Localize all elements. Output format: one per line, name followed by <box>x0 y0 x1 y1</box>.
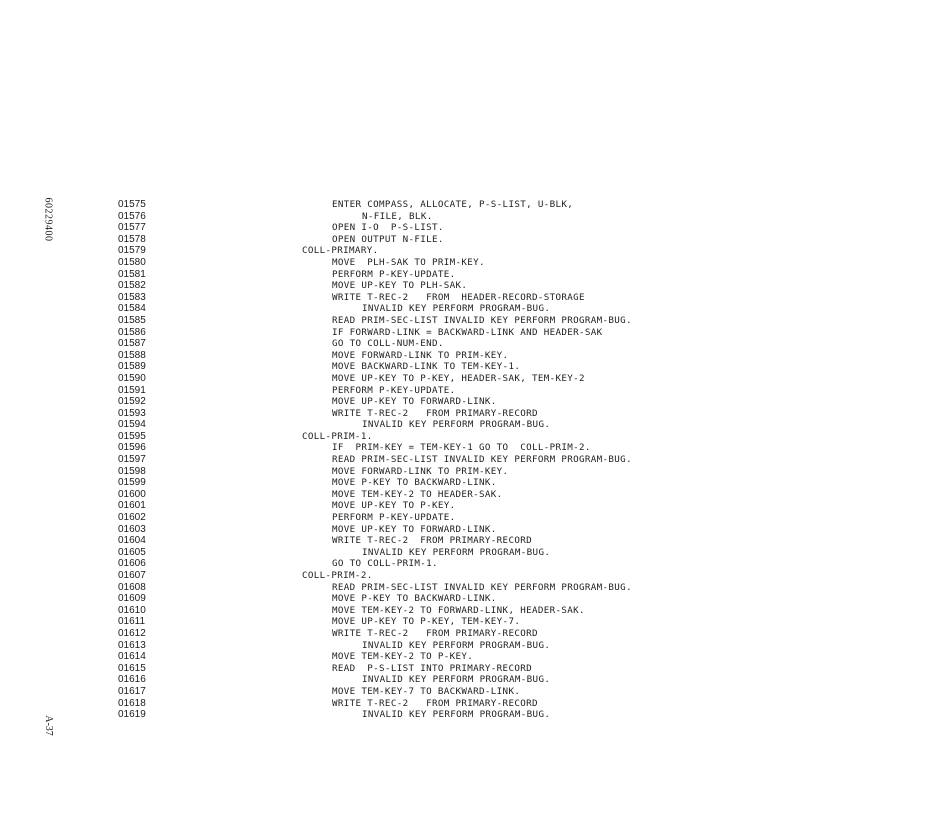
code-text: MOVE FORWARD-LINK TO PRIM-KEY. <box>332 465 509 477</box>
listing-line <box>118 338 738 350</box>
code-text: PERFORM P-KEY-UPDATE. <box>332 268 456 280</box>
line-number: 01577 <box>118 222 146 234</box>
listing-line <box>118 489 738 501</box>
code-text: COLL-PRIMARY. <box>302 245 379 257</box>
line-number: 01618 <box>118 697 146 709</box>
code-text: INVALID KEY PERFORM PROGRAM-BUG. <box>362 546 551 558</box>
listing-line <box>118 303 738 315</box>
code-text: MOVE UP-KEY TO P-KEY. <box>332 500 456 512</box>
line-number: 01589 <box>118 361 146 373</box>
code-text: INVALID KEY PERFORM PROGRAM-BUG. <box>362 674 551 686</box>
code-text: MOVE TEM-KEY-7 TO BACKWARD-LINK. <box>332 685 521 697</box>
listing-line <box>118 570 738 582</box>
listing-line <box>118 605 738 617</box>
listing-line <box>118 385 738 397</box>
listing-line <box>118 257 738 269</box>
listing-line <box>118 315 738 327</box>
line-number: 01601 <box>118 500 146 512</box>
listing-line <box>118 222 738 234</box>
line-number: 01610 <box>118 604 146 616</box>
listing-line <box>118 419 738 431</box>
code-text: OPEN OUTPUT N-FILE. <box>332 233 444 245</box>
line-number: 01607 <box>118 570 146 581</box>
line-number: 01600 <box>118 488 146 500</box>
code-text: GO TO COLL-PRIM-1. <box>332 558 438 570</box>
code-text: MOVE UP-KEY TO P-KEY, TEM-KEY-7. <box>332 616 521 628</box>
code-text: MOVE UP-KEY TO FORWARD-LINK. <box>332 523 497 535</box>
line-number: 01609 <box>118 593 146 605</box>
code-text: MOVE TEM-KEY-2 TO FORWARD-LINK, HEADER-SAK. <box>332 604 585 616</box>
code-text: WRITE T-REC-2 FROM PRIMARY-RECORD <box>332 407 538 419</box>
source-listing <box>118 199 738 721</box>
listing-line <box>118 361 738 373</box>
line-number: 01615 <box>118 662 146 674</box>
listing-line <box>118 616 738 628</box>
listing-line <box>118 524 738 536</box>
code-text: READ P-S-LIST INTO PRIMARY-RECORD <box>332 662 532 674</box>
line-number: 01606 <box>118 558 146 570</box>
code-text: WRITE T-REC-2 FROM PRIMARY-RECORD <box>332 627 538 639</box>
listing-line <box>118 593 738 605</box>
code-text: WRITE T-REC-2 FROM PRIMARY-RECORD <box>332 535 532 547</box>
line-number: 01576 <box>118 210 146 222</box>
line-number: 01604 <box>118 535 146 547</box>
listing-line <box>118 477 738 489</box>
code-text: MOVE PLH-SAK TO PRIM-KEY. <box>332 256 485 268</box>
line-number: 01605 <box>118 546 146 558</box>
line-number: 01583 <box>118 291 146 303</box>
listing-line <box>118 269 738 281</box>
code-text: MOVE UP-KEY TO FORWARD-LINK. <box>332 396 497 408</box>
code-text: COLL-PRIM-2. <box>302 570 373 581</box>
listing-line <box>118 408 738 420</box>
line-number: 01584 <box>118 303 146 315</box>
listing-line <box>118 454 738 466</box>
code-text: MOVE TEM-KEY-2 TO P-KEY. <box>332 651 474 663</box>
code-text: WRITE T-REC-2 FROM HEADER-RECORD-STORAGE <box>332 291 585 303</box>
line-number: 01578 <box>118 233 146 245</box>
listing-line <box>118 442 738 454</box>
line-number: 01590 <box>118 372 146 384</box>
page-number: A-37 <box>42 715 54 736</box>
code-text: READ PRIM-SEC-LIST INVALID KEY PERFORM PROGRAM-BUG. <box>332 454 632 466</box>
code-text: MOVE TEM-KEY-2 TO HEADER-SAK. <box>332 488 503 500</box>
line-number: 01596 <box>118 442 146 454</box>
listing-line <box>118 350 738 362</box>
listing-line <box>118 292 738 304</box>
code-text: COLL-PRIM-1. <box>302 430 373 442</box>
listing-line <box>118 245 738 257</box>
listing-line <box>118 674 738 686</box>
code-text: INVALID KEY PERFORM PROGRAM-BUG. <box>362 303 551 315</box>
listing-line <box>118 211 738 223</box>
code-text: MOVE BACKWARD-LINK TO TEM-KEY-1. <box>332 361 521 373</box>
listing-line <box>118 234 738 246</box>
code-text: INVALID KEY PERFORM PROGRAM-BUG. <box>362 709 551 721</box>
line-number: 01611 <box>118 616 146 628</box>
listing-line <box>118 686 738 698</box>
line-number: 01588 <box>118 349 146 361</box>
line-number: 01619 <box>118 709 146 721</box>
listing-line <box>118 628 738 640</box>
code-text: OPEN I-O P-S-LIST. <box>332 222 444 234</box>
line-number: 01602 <box>118 512 146 524</box>
listing-line <box>118 547 738 559</box>
line-number: 01593 <box>118 407 146 419</box>
code-text: MOVE UP-KEY TO PLH-SAK. <box>332 280 468 292</box>
code-text: MOVE FORWARD-LINK TO PRIM-KEY. <box>332 349 509 361</box>
code-text: N-FILE, BLK. <box>362 210 433 222</box>
listing-line <box>118 582 738 594</box>
line-number: 01598 <box>118 465 146 477</box>
code-text: INVALID KEY PERFORM PROGRAM-BUG. <box>362 639 551 651</box>
line-number: 01613 <box>118 639 146 651</box>
line-number: 01599 <box>118 477 146 489</box>
code-text: MOVE P-KEY TO BACKWARD-LINK. <box>332 477 497 489</box>
line-number: 01617 <box>118 685 146 697</box>
line-number: 01616 <box>118 674 146 686</box>
code-text: IF PRIM-KEY = TEM-KEY-1 GO TO COLL-PRIM-2. <box>332 442 591 454</box>
listing-line <box>118 280 738 292</box>
code-text: MOVE P-KEY TO BACKWARD-LINK. <box>332 593 497 605</box>
line-number: 01595 <box>118 430 146 442</box>
listing-line <box>118 500 738 512</box>
code-text: READ PRIM-SEC-LIST INVALID KEY PERFORM PROGRAM-BUG. <box>332 314 632 326</box>
line-number: 01592 <box>118 396 146 408</box>
line-number: 01608 <box>118 581 146 593</box>
line-number: 01587 <box>118 338 146 350</box>
code-text: INVALID KEY PERFORM PROGRAM-BUG. <box>362 419 551 431</box>
listing-line <box>118 396 738 408</box>
listing-line <box>118 466 738 478</box>
code-text: GO TO COLL-NUM-END. <box>332 338 444 350</box>
listing-line <box>118 431 738 443</box>
line-number: 01614 <box>118 651 146 663</box>
listing-line <box>118 698 738 710</box>
code-text: ENTER COMPASS, ALLOCATE, P-S-LIST, U-BLK, <box>332 199 574 210</box>
line-number: 01585 <box>118 314 146 326</box>
line-number: 01580 <box>118 256 146 268</box>
line-number: 01575 <box>118 199 146 210</box>
line-number: 01597 <box>118 454 146 466</box>
line-number: 01612 <box>118 627 146 639</box>
code-text: PERFORM P-KEY-UPDATE. <box>332 384 456 396</box>
code-text: IF FORWARD-LINK = BACKWARD-LINK AND HEADER-SAK <box>332 326 603 338</box>
listing-line <box>118 327 738 339</box>
listing-line <box>118 199 738 211</box>
line-number: 01582 <box>118 280 146 292</box>
line-number: 01591 <box>118 384 146 396</box>
listing-line <box>118 558 738 570</box>
listing-line <box>118 651 738 663</box>
code-text: MOVE UP-KEY TO P-KEY, HEADER-SAK, TEM-KEY-2 <box>332 372 585 384</box>
code-text: PERFORM P-KEY-UPDATE. <box>332 512 456 524</box>
line-number: 01579 <box>118 245 146 257</box>
listing-line <box>118 535 738 547</box>
line-number: 01603 <box>118 523 146 535</box>
listing-line <box>118 512 738 524</box>
code-text: WRITE T-REC-2 FROM PRIMARY-RECORD <box>332 697 538 709</box>
line-number: 01594 <box>118 419 146 431</box>
code-text: READ PRIM-SEC-LIST INVALID KEY PERFORM PROGRAM-BUG. <box>332 581 632 593</box>
document-number: 60229400 <box>42 197 54 242</box>
listing-line <box>118 663 738 675</box>
line-number: 01581 <box>118 268 146 280</box>
listing-line <box>118 640 738 652</box>
line-number: 01586 <box>118 326 146 338</box>
listing-line <box>118 709 738 721</box>
listing-line <box>118 373 738 385</box>
